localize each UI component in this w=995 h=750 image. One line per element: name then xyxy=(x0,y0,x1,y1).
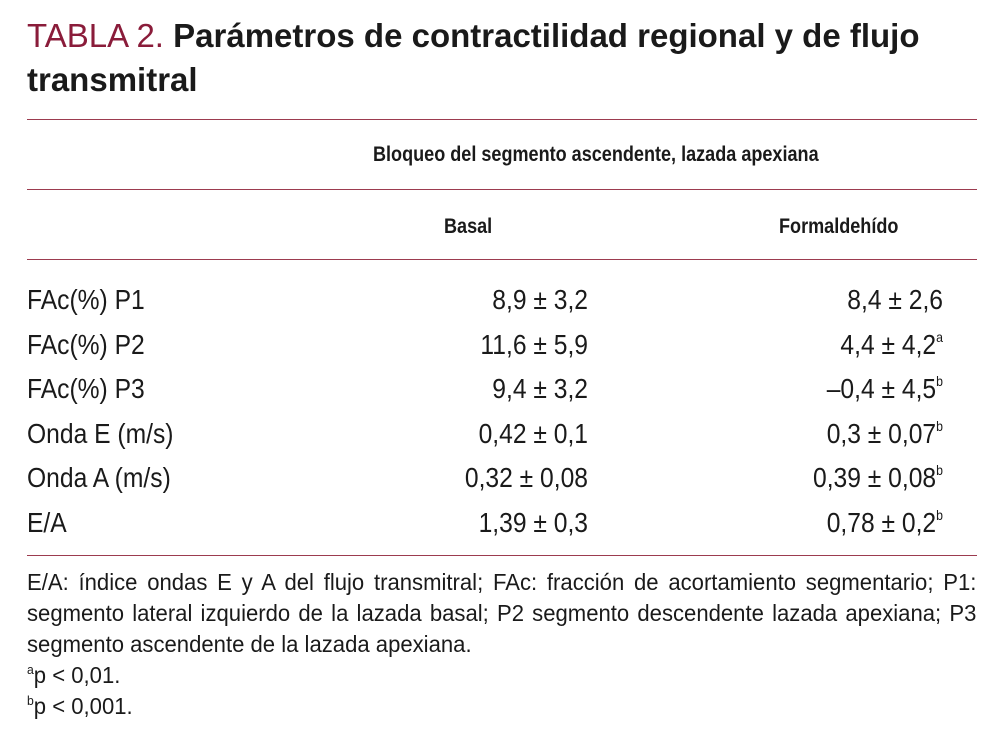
basal-value: 0,42 ± 0,1 xyxy=(478,417,588,449)
column-header-formaldehido: Formaldehído xyxy=(779,215,899,238)
row-label: FAc(%) P3 xyxy=(27,373,145,404)
formaldehido-cell xyxy=(811,367,943,411)
table-row xyxy=(27,278,977,322)
row-label: FAc(%) P1 xyxy=(27,284,145,315)
footnote-mark: a xyxy=(27,662,34,677)
table-row xyxy=(27,367,977,411)
footnote-b xyxy=(27,691,976,722)
header-rule xyxy=(27,259,977,260)
formaldehido-value: –0,4 ± 4,5 xyxy=(826,373,937,404)
table-title xyxy=(27,14,977,102)
significance-mark: b xyxy=(936,373,943,389)
formaldehido-value: 0,39 ± 0,08 xyxy=(813,462,937,493)
formaldehido-value: 8,4 ± 2,6 xyxy=(847,284,943,315)
group-header: Bloqueo del segmento ascendente, lazada apexiana xyxy=(373,143,819,166)
table-row xyxy=(27,323,977,367)
formaldehido-value: 4,4 ± 4,2 xyxy=(840,328,937,360)
table-number: TABLA 2. xyxy=(27,17,164,54)
footnote-mark: b xyxy=(27,693,34,708)
basal-value: 11,6 ± 5,9 xyxy=(480,328,588,360)
formaldehido-cell xyxy=(811,501,943,545)
significance-mark: b xyxy=(936,462,943,478)
row-label: E/A xyxy=(27,506,67,538)
formaldehido-cell xyxy=(811,323,943,367)
formaldehido-value: 0,3 ± 0,07 xyxy=(826,417,937,449)
group-header-rule xyxy=(27,189,977,190)
formaldehido-value: 0,78 ± 0,2 xyxy=(826,506,937,538)
row-label: Onda E (m/s) xyxy=(27,417,174,449)
significance-mark: b xyxy=(936,417,943,434)
column-header-basal: Basal xyxy=(444,215,493,238)
table-row xyxy=(27,412,977,456)
table-row xyxy=(27,501,977,545)
table-notes xyxy=(27,567,976,722)
footnote-text: p < 0,01. xyxy=(33,662,121,688)
formaldehido-cell xyxy=(811,278,943,322)
row-label: Onda A (m/s) xyxy=(27,462,171,493)
top-rule xyxy=(27,119,977,120)
basal-value: 9,4 ± 3,2 xyxy=(492,373,588,404)
footnote-a xyxy=(27,660,976,691)
basal-value: 1,39 ± 0,3 xyxy=(478,506,588,538)
bottom-rule xyxy=(27,555,977,556)
significance-mark: a xyxy=(936,328,943,345)
formaldehido-cell xyxy=(811,456,943,500)
formaldehido-cell xyxy=(811,412,943,456)
abbreviations-note: E/A: índice ondas E y A del flujo transmitral; FAc: fracción de acortamiento segmentario; P1: segmento lateral izquierdo de la lazada basal; P2 segmento descendente lazada apexiana; P3 segmento ascendente de la lazada apexiana. xyxy=(27,569,977,657)
significance-mark: b xyxy=(936,506,943,523)
table-row xyxy=(27,456,977,500)
basal-value: 8,9 ± 3,2 xyxy=(492,284,588,315)
footnote-text: p < 0,001. xyxy=(33,693,133,719)
basal-value: 0,32 ± 0,08 xyxy=(464,462,588,493)
table-caption: Parámetros de contractilidad regional y de flujo transmitral xyxy=(27,17,920,98)
row-label: FAc(%) P2 xyxy=(27,328,145,360)
